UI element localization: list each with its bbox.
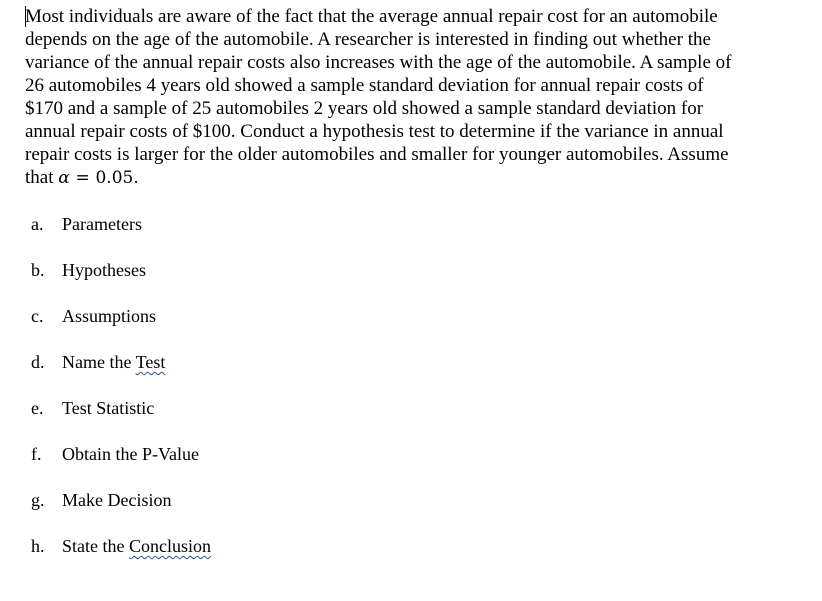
item-letter: c. <box>31 306 44 326</box>
proofing-underlined-word[interactable]: Conclusion <box>128 536 211 556</box>
list-item <box>31 351 165 373</box>
list-item <box>31 259 146 281</box>
problem-line: $170 and a sample of 25 automobiles 2 years old showed a sample standard deviation for <box>25 98 704 119</box>
problem-line: annual repair costs of $100. Conduct a hypothesis test to determine if the variance in annual <box>25 121 724 142</box>
item-text: Hypotheses <box>62 260 146 280</box>
item-text: Assumptions <box>62 306 157 326</box>
list-item <box>31 535 211 557</box>
item-letter: f. <box>31 444 42 464</box>
item-text: State the <box>62 536 129 556</box>
problem-line: depends on the age of the automobile. A researcher is interested in finding out whether the <box>25 29 711 50</box>
list-item <box>31 397 154 419</box>
item-letter: e. <box>31 398 44 418</box>
list-item <box>31 213 142 235</box>
item-letter: g. <box>31 490 45 510</box>
problem-line: variance of the annual repair costs also increases with the age of the automobile. A sample of <box>25 52 732 73</box>
alpha-value: 0.05. <box>95 168 139 188</box>
that-word: that <box>25 167 54 188</box>
problem-last-line <box>25 166 797 190</box>
item-text: Make Decision <box>62 490 172 510</box>
problem-line: repair costs is larger for the older automobiles and smaller for younger automobiles. Assume <box>25 144 729 165</box>
problem-statement <box>25 5 797 190</box>
item-letter: a. <box>31 214 44 234</box>
item-letter: b. <box>31 260 45 280</box>
item-letter: d. <box>31 352 45 372</box>
problem-line: Most individuals are aware of the fact that the average annual repair cost for an automobile <box>25 6 718 27</box>
list-item <box>31 489 171 511</box>
item-letter: h. <box>31 536 45 556</box>
item-text: Obtain the P-Value <box>62 444 199 464</box>
list-item <box>31 305 156 327</box>
problem-line: 26 automobiles 4 years old showed a sample standard deviation for annual repair costs of <box>25 75 704 96</box>
item-text: Name the <box>62 352 136 372</box>
equals-sign: = <box>75 168 90 188</box>
item-text: Test Statistic <box>62 398 155 418</box>
item-text: Parameters <box>62 214 142 234</box>
proofing-underlined-word[interactable]: Test <box>135 352 166 372</box>
alpha-symbol: α <box>58 168 70 188</box>
list-item <box>31 443 199 465</box>
